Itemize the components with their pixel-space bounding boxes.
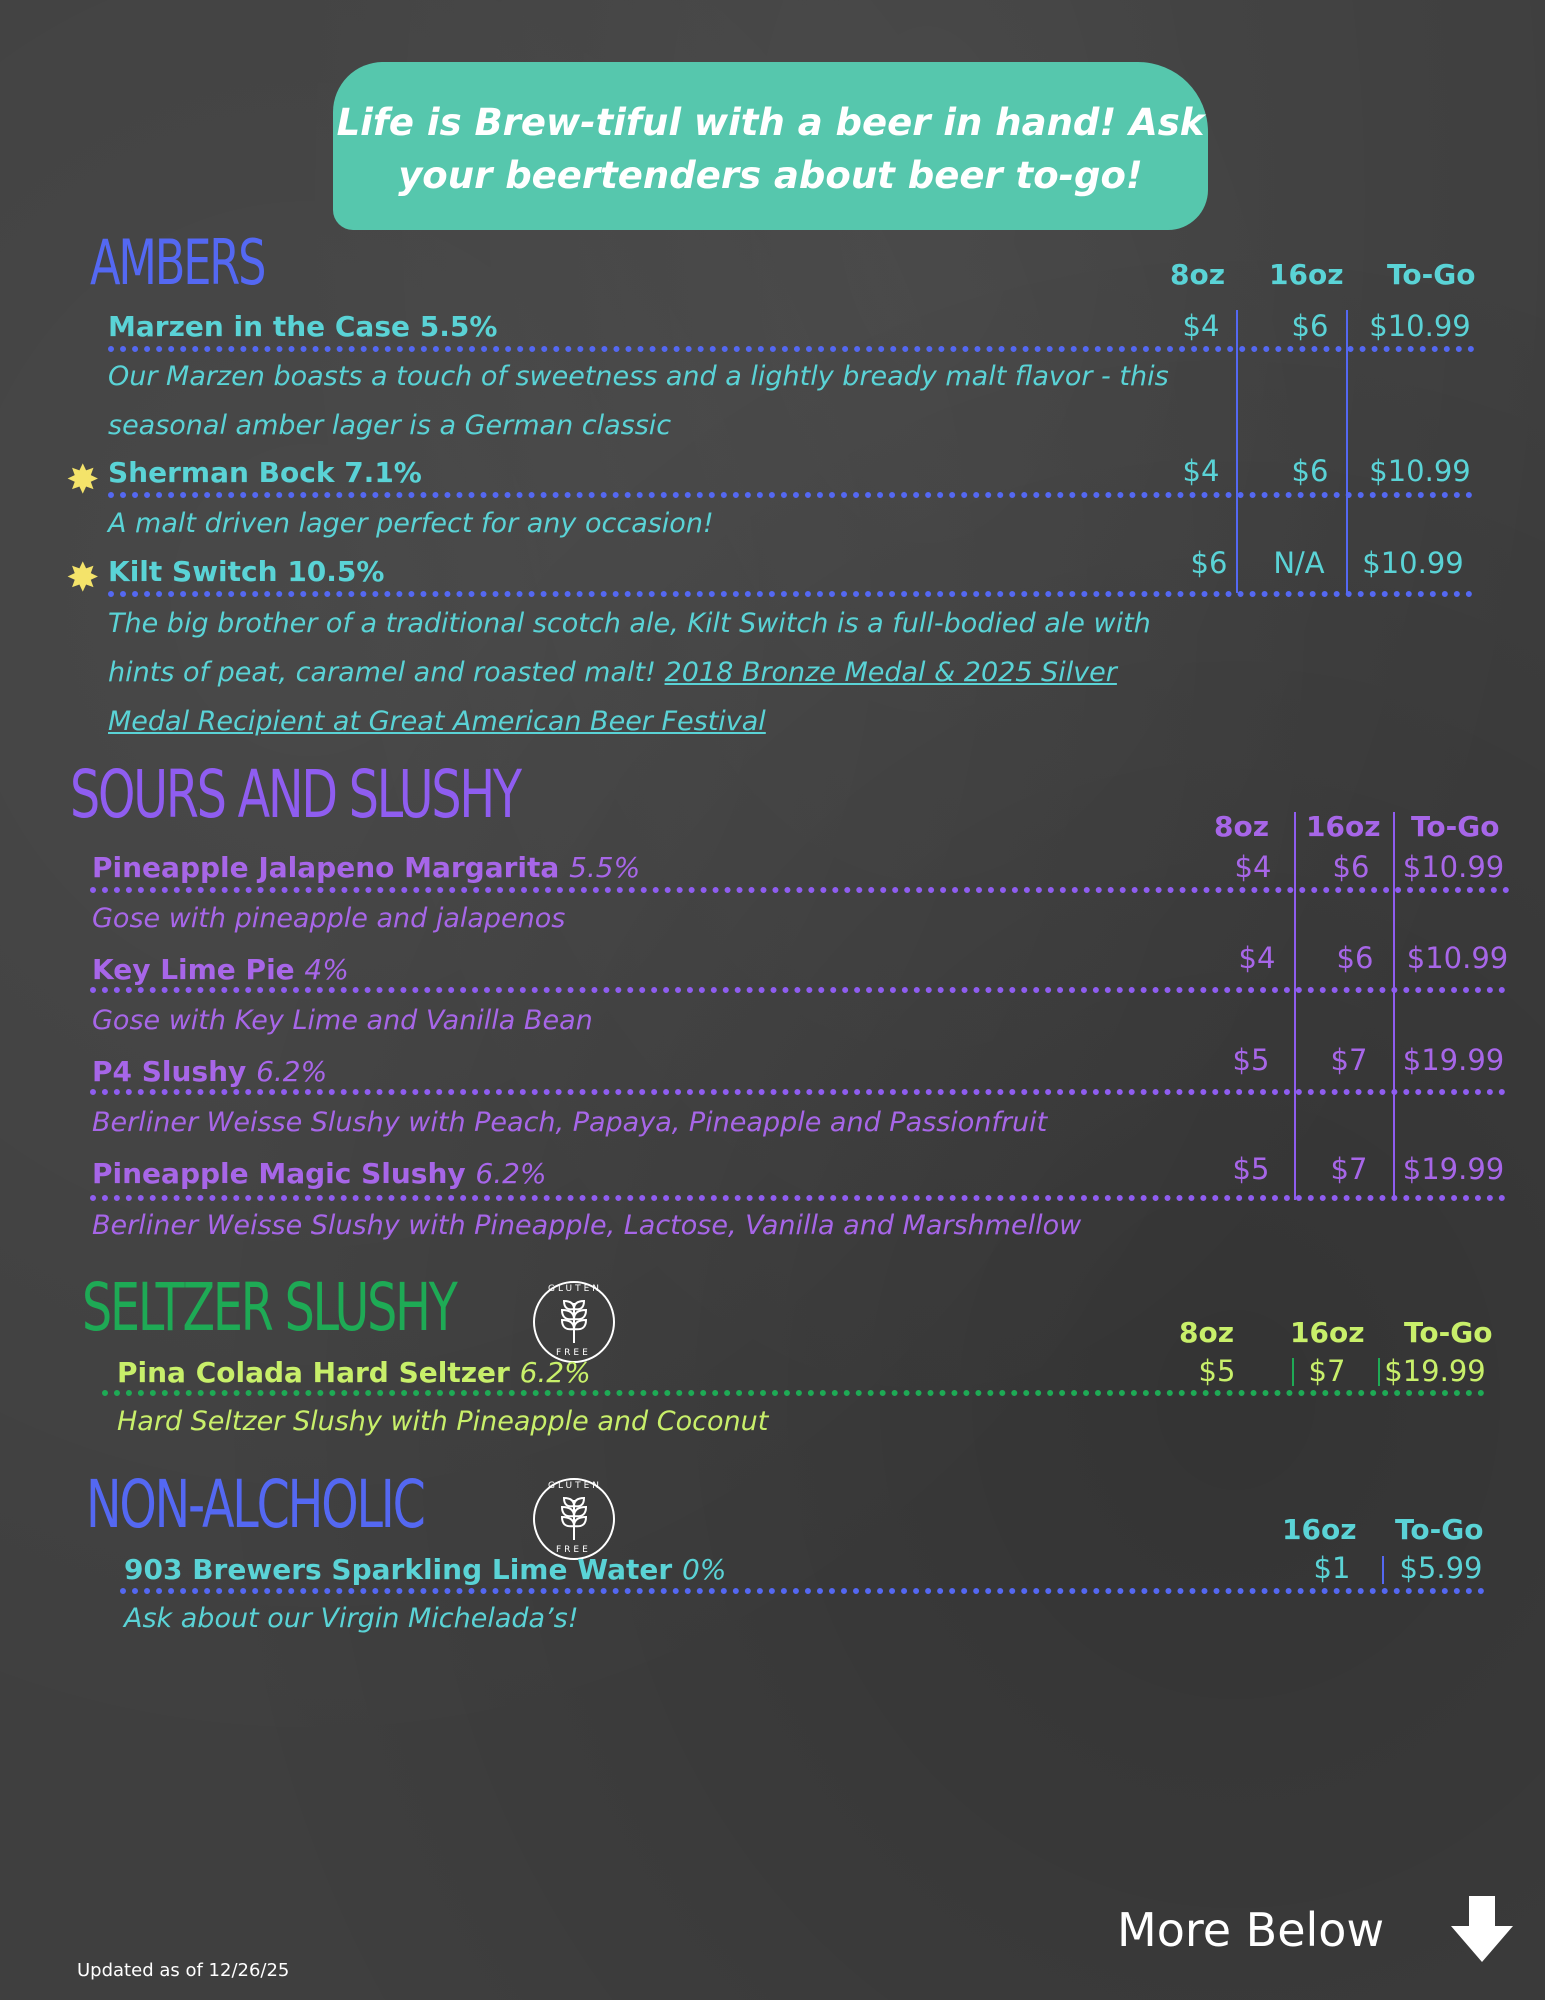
ambers-title: AMBERS [90, 226, 265, 299]
item-name: Pineapple Magic Slushy 6.2% [92, 1157, 547, 1190]
dotted-divider [108, 591, 1473, 597]
nonalc-header-togo: To-Go [1395, 1513, 1484, 1546]
sours-header-togo: To-Go [1411, 810, 1500, 843]
sours-header-16oz: 16oz [1306, 810, 1381, 843]
sours-column-divider [1393, 812, 1395, 1200]
item-description: Berliner Weisse Slushy with Pineapple, Lactose, Vanilla and Marshmellow [92, 1210, 1082, 1241]
price-togo: $19.99 [1384, 1354, 1486, 1388]
item-description: Gose with pineapple and jalapenos [92, 903, 566, 934]
ambers-header-16oz: 16oz [1269, 258, 1344, 291]
dotted-divider [102, 1390, 1485, 1396]
item-name: Key Lime Pie 4% [92, 953, 349, 986]
price-togo: $5.99 [1399, 1551, 1483, 1585]
sours-header-8oz: 8oz [1214, 810, 1270, 843]
price-togo: $10.99 [1369, 454, 1471, 488]
price-8oz: $5 [1232, 1043, 1270, 1077]
price-8oz: $4 [1238, 941, 1276, 975]
price-16oz: $6 [1291, 454, 1329, 488]
price-8oz: $5 [1198, 1354, 1236, 1388]
price-16oz: $7 [1330, 1043, 1368, 1077]
item-description: Berliner Weisse Slushy with Peach, Papaya, Pineapple and Passionfruit [92, 1107, 1048, 1138]
nonalc-title: NON-ALCHOLIC [86, 1466, 424, 1543]
ambers-header-8oz: 8oz [1170, 258, 1226, 291]
price-8oz: $4 [1182, 454, 1220, 488]
seltzer-header-16oz: 16oz [1290, 1316, 1365, 1349]
item-name: Pineapple Jalapeno Margarita 5.5% [92, 851, 641, 884]
updated-date: Updated as of 12/26/25 [77, 1960, 290, 1981]
item-name: P4 Slushy 6.2% [92, 1055, 328, 1088]
star-icon: ✸ [66, 457, 100, 503]
dotted-divider [90, 1089, 1506, 1095]
more-below-text: More Below [1117, 1903, 1385, 1957]
price-togo: $19.99 [1402, 1043, 1505, 1077]
item-description: Our Marzen boasts a touch of sweetness and a lightly bready malt flavor - this seasonal amber lager is a German classic [108, 361, 1169, 441]
gluten-label: GLUTEN [548, 1284, 603, 1294]
price-16oz: $6 [1332, 850, 1370, 884]
free-label: FREE [556, 1348, 591, 1358]
seltzer-header-togo: To-Go [1404, 1316, 1493, 1349]
dotted-divider [108, 492, 1473, 498]
award-link[interactable]: Medal Recipient at Great American Beer Festival [108, 706, 766, 737]
banner-line-2: your beertenders about beer to-go! [398, 154, 1143, 197]
item-name: Kilt Switch 10.5% [108, 555, 385, 588]
free-label: FREE [556, 1545, 591, 1555]
arrow-down-icon [1451, 1896, 1513, 1962]
nonalc-header-16oz: 16oz [1282, 1513, 1357, 1546]
sours-column-divider [1294, 812, 1296, 1200]
item-name: Pina Colada Hard Seltzer 6.2% [117, 1356, 591, 1389]
item-name: Sherman Bock 7.1% [108, 456, 422, 489]
price-togo: $10.99 [1402, 850, 1505, 884]
star-icon: ✸ [66, 555, 100, 601]
price-16oz: $7 [1330, 1152, 1368, 1186]
price-8oz: $4 [1234, 850, 1272, 884]
banner-line-1: Life is Brew-tiful with a beer in hand! Ask [336, 101, 1205, 144]
item-description: The big brother of a traditional scotch ale, Kilt Switch is a full-bodied ale with hints of peat, caramel and roasted malt! 2018 Bronze Medal & 2025 Silver Medal Recipient at Great American Beer Festival [108, 599, 1208, 746]
item-description: Hard Seltzer Slushy with Pineapple and Coconut [117, 1406, 769, 1437]
dotted-divider [90, 987, 1506, 993]
price-8oz: $4 [1182, 309, 1220, 343]
item-description: Gose with Key Lime and Vanilla Bean [92, 1005, 593, 1036]
seltzer-column-divider [1292, 1358, 1294, 1386]
seltzer-title: SELTZER SLUSHY [82, 1269, 456, 1346]
ambers-header-togo: To-Go [1387, 258, 1476, 291]
dotted-divider [90, 887, 1510, 893]
item-name: Marzen in the Case 5.5% [108, 310, 498, 343]
price-16oz: $6 [1291, 309, 1329, 343]
item-name: 903 Brewers Sparkling Lime Water 0% [124, 1553, 727, 1586]
nonalc-column-divider [1382, 1556, 1384, 1584]
item-description: A malt driven lager perfect for any occasion! [108, 508, 714, 539]
seltzer-header-8oz: 8oz [1179, 1316, 1235, 1349]
award-link[interactable]: 2018 Bronze Medal & 2025 Silver [664, 657, 1117, 688]
price-16oz: $7 [1308, 1354, 1346, 1388]
price-16oz: $6 [1336, 941, 1374, 975]
price-togo: $10.99 [1406, 941, 1509, 975]
ambers-column-divider [1346, 310, 1348, 593]
sours-title: SOURS AND SLUSHY [70, 756, 520, 833]
price-togo: $19.99 [1402, 1152, 1505, 1186]
price-8oz: $5 [1232, 1152, 1270, 1186]
gluten-label: GLUTEN [548, 1481, 603, 1491]
banner-message [333, 96, 1208, 202]
price-16oz: N/A [1273, 546, 1325, 580]
price-togo: $10.99 [1369, 309, 1471, 343]
price-togo: $10.99 [1362, 546, 1464, 580]
price-16oz: $1 [1313, 1551, 1351, 1585]
price-8oz: $6 [1190, 546, 1228, 580]
item-description: Ask about our Virgin Michelada’s! [124, 1603, 579, 1634]
